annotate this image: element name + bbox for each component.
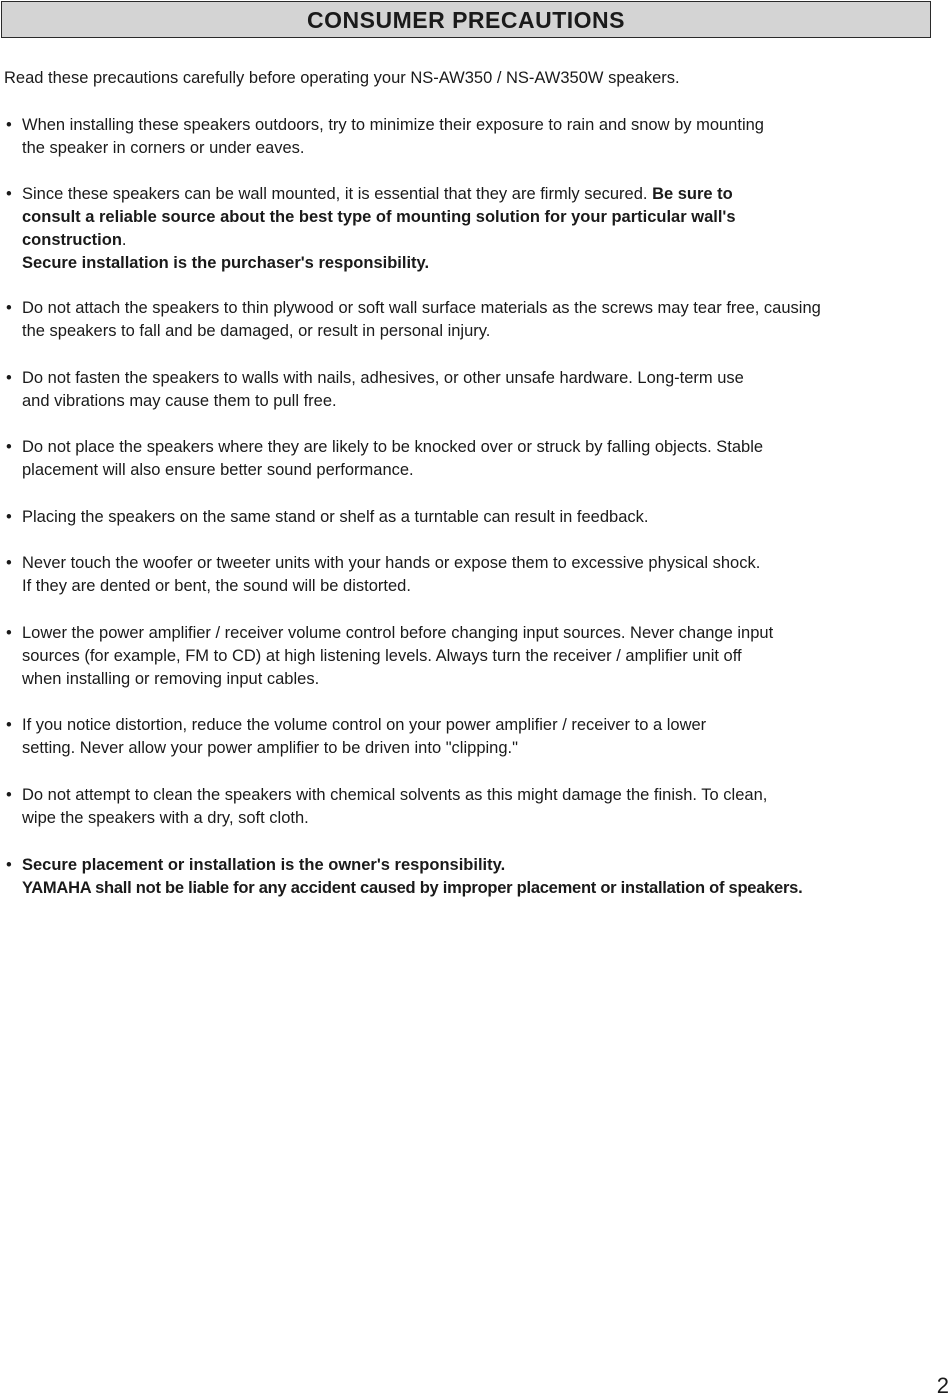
- item-text-bold: Secure installation is the purchaser's responsibility.: [22, 254, 430, 272]
- item-text: Do not fasten the speakers to walls with nails, adhesives, or other unsafe hardware. Long-term use: [22, 369, 744, 387]
- item-text: when installing or removing input cables.: [22, 670, 320, 688]
- item-text: [6, 183, 736, 206]
- item-text: the speaker in corners or under eaves.: [22, 139, 305, 157]
- bullet-icon: •: [6, 369, 12, 387]
- precaution-item-cleaning: [6, 784, 767, 830]
- precaution-item-placement: [6, 436, 763, 482]
- precaution-item-woofer: [6, 552, 760, 598]
- bullet-icon: •: [6, 438, 12, 456]
- precaution-item-fasten: [6, 367, 744, 413]
- item-text: Placing the speakers on the same stand or shelf as a turntable can result in feedback.: [22, 508, 649, 526]
- item-text: and vibrations may cause them to pull free.: [22, 392, 337, 410]
- item-text-bold: consult a reliable source about the best type of mounting solution for your particular wall's: [22, 208, 736, 226]
- precaution-item-responsibility: [6, 854, 802, 900]
- item-text: When installing these speakers outdoors, try to minimize their exposure to rain and snow by mounting: [22, 116, 764, 134]
- precaution-item-outdoor: [6, 114, 764, 160]
- item-text: Do not attempt to clean the speakers with chemical solvents as this might damage the finish. To clean,: [22, 786, 768, 804]
- bullet-icon: •: [6, 299, 12, 317]
- bullet-icon: •: [6, 786, 12, 804]
- precaution-item-wall-mount: [6, 183, 736, 275]
- item-text-bold: YAMAHA shall not be liable for any accident caused by improper placement or installation of speakers.: [22, 879, 803, 897]
- item-text: sources (for example, FM to CD) at high listening levels. Always turn the receiver / amplifier unit off: [22, 647, 742, 665]
- item-text: wipe the speakers with a dry, soft cloth.: [22, 809, 309, 827]
- bullet-icon: •: [6, 716, 12, 734]
- precaution-item-distortion: [6, 714, 706, 760]
- bullet-icon: •: [6, 624, 12, 642]
- precaution-item-turntable: [6, 506, 648, 529]
- item-text-regular: Since these speakers can be wall mounted, it is essential that they are firmly secured.: [22, 185, 653, 203]
- page-number: 2: [936, 1373, 949, 1398]
- item-text: setting. Never allow your power amplifier to be driven into "clipping.": [22, 739, 518, 757]
- page-title: CONSUMER PRECAUTIONS: [1, 1, 931, 38]
- item-text: Do not attach the speakers to thin plywood or soft wall surface materials as the screws may tear free, causing: [22, 299, 821, 317]
- item-text: If they are dented or bent, the sound will be distorted.: [22, 577, 411, 595]
- item-text: If you notice distortion, reduce the volume control on your power amplifier / receiver to a lower: [22, 716, 707, 734]
- intro-text: Read these precautions carefully before operating your NS-AW350 / NS-AW350W speakers.: [4, 69, 680, 87]
- item-text: the speakers to fall and be damaged, or result in personal injury.: [22, 322, 491, 340]
- bullet-icon: •: [6, 185, 12, 203]
- item-text: Lower the power amplifier / receiver volume control before changing input sources. Never change input: [22, 624, 774, 642]
- item-text: placement will also ensure better sound performance.: [22, 461, 414, 479]
- bullet-icon: •: [6, 856, 12, 874]
- item-text-bold: Secure placement or installation is the owner's responsibility.: [22, 856, 506, 874]
- item-text: Never touch the woofer or tweeter units with your hands or expose them to excessive physical shock.: [22, 554, 761, 572]
- bullet-icon: •: [6, 508, 12, 526]
- precaution-item-volume: [6, 622, 773, 691]
- bullet-icon: •: [6, 554, 12, 572]
- item-text-regular: .: [121, 231, 127, 249]
- precaution-item-plywood: [6, 297, 821, 343]
- item-text-bold: Be sure to: [652, 185, 733, 203]
- item-text-bold: construction: [22, 231, 122, 249]
- bullet-icon: •: [6, 116, 12, 134]
- item-text: [6, 229, 736, 252]
- item-text: Do not place the speakers where they are likely to be knocked over or struck by falling objects. Stable: [22, 438, 764, 456]
